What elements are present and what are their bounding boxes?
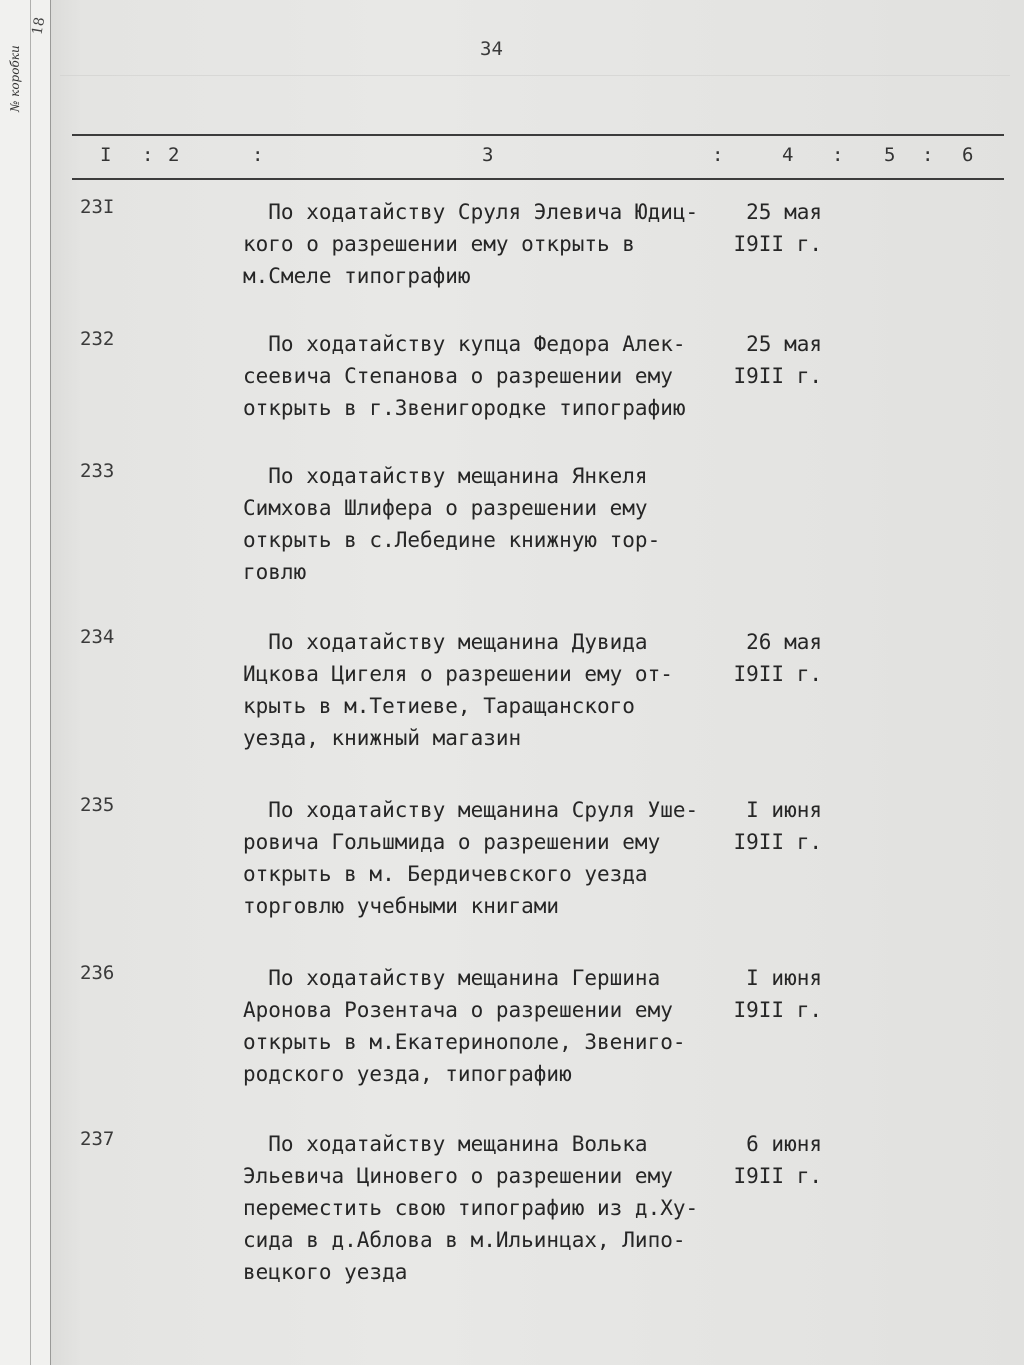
entry-line: По ходатайству мещанина Сруля Уше- [243,798,699,822]
entry-line: кого о разрешении ему открыть в [243,232,635,256]
entry-line: По ходатайству купца Федора Алек- [243,332,686,356]
column-header: 6 [962,144,974,166]
entry-date [722,328,822,392]
entry-number: 236 [80,962,115,984]
entry-date [722,196,822,260]
column-headers [72,138,1004,174]
date-year: I9II г. [733,830,822,854]
entry-line: По ходатайству мещанина Дувида [243,630,648,654]
entry-line: крыть в м.Тетиеве, Таращанского [243,694,635,718]
entry-line: открыть в с.Лебедине книжную тор- [243,528,661,552]
entry-number: 234 [80,626,115,648]
column-separator: : [922,144,934,166]
entry-line: открыть в м.Екатеринополе, Звениго- [243,1030,686,1054]
date-day: I июня [746,798,822,822]
header-rule-bottom [72,178,1004,180]
entry-line: сеевича Степанова о разрешении ему [243,364,673,388]
column-separator: : [252,144,264,166]
column-header: 5 [884,144,896,166]
entry-line: По ходатайству мещанина Волька [243,1132,648,1156]
entry-text [243,962,723,1090]
entry-line: Эльевича Циновего о разрешении ему [243,1164,673,1188]
entry-line: вецкого уезда [243,1260,408,1284]
entry-text [243,1128,723,1288]
date-day: 26 мая [746,630,822,654]
date-day: 6 июня [746,1132,822,1156]
entry-line: Симхова Шлифера о разрешении ему [243,496,648,520]
date-year: I9II г. [733,232,822,256]
header-rule-top [72,134,1004,136]
entry-text [243,196,723,292]
margin-divider [30,0,31,1365]
entry-line: открыть в м. Бердичевского уезда [243,862,648,886]
date-day: 25 мая [746,332,822,356]
date-year: I9II г. [733,1164,822,1188]
entry-line: По ходатайству мещанина Гершина [243,966,661,990]
entry-number: 232 [80,328,115,350]
entry-number: 237 [80,1128,115,1150]
column-separator: : [142,144,154,166]
entry-line: По ходатайству Сруля Элевича Юдиц- [243,200,699,224]
entry-number: 235 [80,794,115,816]
entry-date [722,1128,822,1192]
entry-line: говлю [243,560,307,584]
page-number: 34 [480,38,503,60]
entry-line: сида в д.Аблова в м.Ильинцах, Липо- [243,1228,686,1252]
entry-line: По ходатайству мещанина Янкеля [243,464,648,488]
entry-line: родского уезда, типографию [243,1062,572,1086]
box-label: № коробки [8,45,22,112]
entry-date [722,962,822,1026]
entry-number: 233 [80,460,115,482]
entry-text [243,328,723,424]
entry-line: переместить свою типографию из д.Ху- [243,1196,699,1220]
column-separator: : [712,144,724,166]
entry-line: Ицкова Цигеля о разрешении ему от- [243,662,673,686]
entry-date [722,626,822,690]
date-year: I9II г. [733,364,822,388]
entry-text [243,626,723,754]
column-header: 2 [168,144,180,166]
margin-strip [0,0,51,1365]
column-header: 4 [782,144,794,166]
entry-date [722,794,822,858]
entry-line: м.Смеле типографию [243,264,471,288]
entry-line: ровича Гольшмида о разрешении ему [243,830,661,854]
date-year: I9II г. [733,662,822,686]
column-separator: : [832,144,844,166]
entry-line: торговлю учебными книгами [243,894,560,918]
date-day: 25 мая [746,200,822,224]
box-number: 18 [29,15,49,37]
entry-line: открыть в г.Звенигородке типографию [243,396,686,420]
column-header: I [100,144,112,166]
bleed-through-lines [60,75,1010,136]
entry-number: 23I [80,196,115,218]
entry-line: уезда, книжный магазин [243,726,522,750]
entry-text [243,794,723,922]
entry-line: Аронова Розентача о разрешении ему [243,998,673,1022]
entry-text [243,460,723,588]
date-day: I июня [746,966,822,990]
column-header: 3 [482,144,494,166]
date-year: I9II г. [733,998,822,1022]
